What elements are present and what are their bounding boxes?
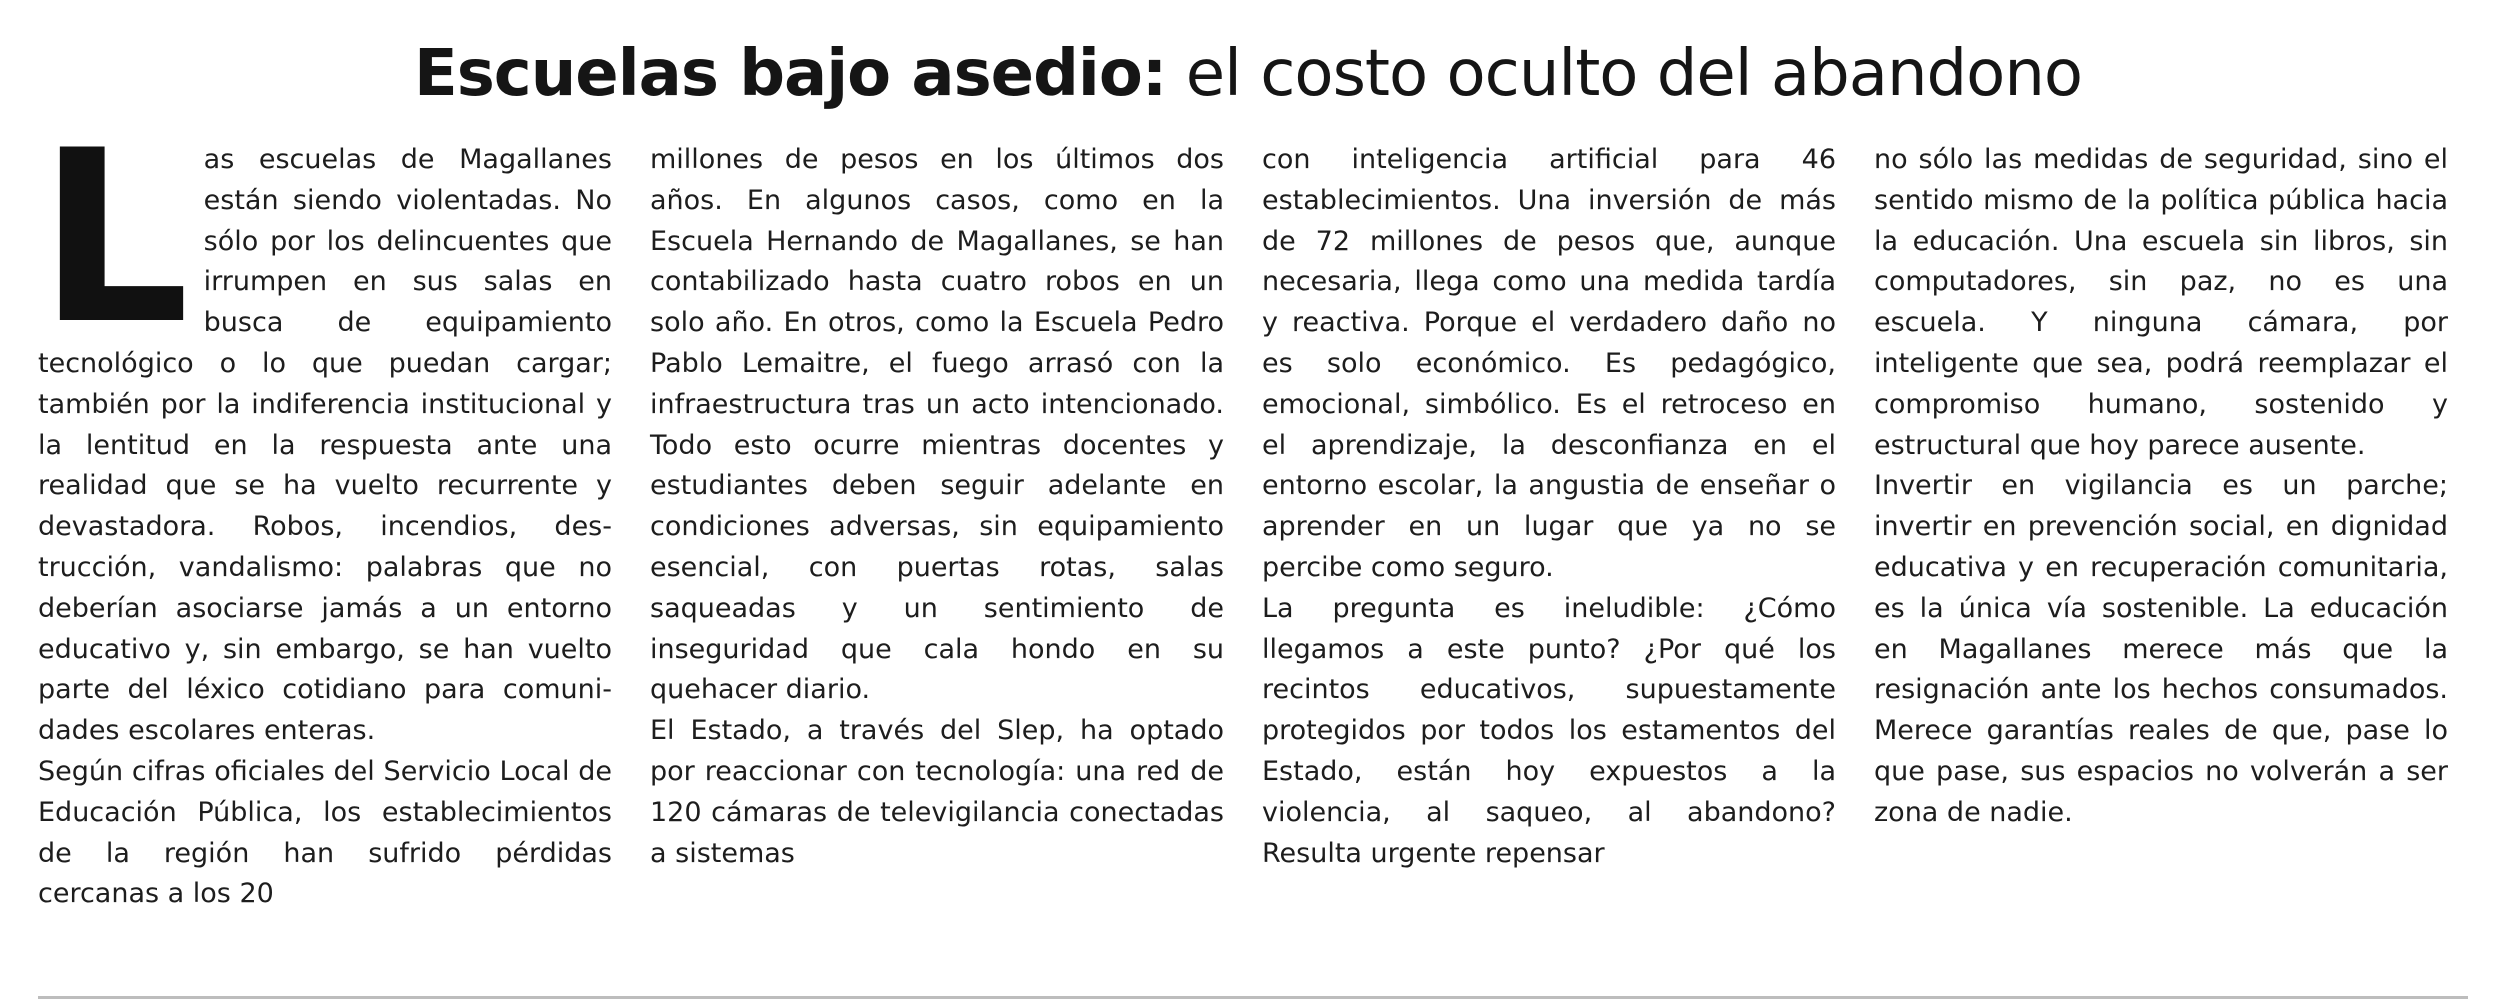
column-1-paragraph-2: Según cifras oficiales del Servicio Local de Educación Pública, los establecimientos de la región han sufrido pérdidas cercanas a los 20	[38, 755, 612, 910]
column-2-paragraph-2: El Estado, a través del Slep, ha optado por reaccionar con tecnología: una red de 120 cámaras de televigilancia conectadas a sistemas	[650, 715, 1224, 869]
column-2-paragraph-1: millones de pesos en los últimos dos años. En algunos casos, como en la Escuela Hernando de Magallanes, se han contabilizado hasta cuatro robos en un solo año. En otros, como la Escuela Pedro Pablo Lemaitre, el fuego arrasó con la infraestructura tras un acto intencionado. Todo esto ocurre mientras docentes y estudiantes deben seguir adelante en condiciones adversas, sin equipamiento esencial, con puertas rotas, salas saqueadas y un sentimiento de inseguridad que cala hondo en su quehacer diario.	[650, 144, 1224, 706]
column-1-paragraph-1: as escuelas de Magallanes están siendo violentadas. No sólo por los delincuentes que irrumpen en sus salas en busca de equipamiento tecnológico o lo que puedan cargar; también por la indiferencia institucional y la lentitud en la respuesta ante una realidad que se ha vuelto recurrente y devastadora. Robos, incendios, destrucción, vandalismo: palabras que no deberían asociarse jamás a un entorno educativo y, sin embargo, se han vuelto parte del léxico cotidiano para comunidades escolares enteras.	[38, 144, 612, 747]
headline-light-part: el costo oculto del abandono	[1185, 37, 2083, 111]
article-column-1	[38, 100, 612, 915]
column-4-paragraph-2: Invertir en vigilancia es un parche; invertir en prevención social, en dignidad educativa y en recuperación comunitaria, es la única vía sostenible. La educación en Magallanes merece más que la resignación ante los hechos consumados. Merece garantías reales de que, pase lo que pase, sus espacios no volverán a ser zona de nadie.	[1874, 470, 2448, 828]
column-3-paragraph-1: con inteligencia artificial para 46 establecimientos. Una inversión de más de 72 millones de pesos que, aunque necesaria, llega como una medida tardía y reactiva. Porque el verdadero daño no es solo económico. Es pedagógico, emocional, simbólico. Es el retroceso en el aprendizaje, la desconfianza en el entorno escolar, la angustia de enseñar o aprender en un lugar que ya no se percibe como seguro.	[1262, 144, 1836, 583]
drop-cap: L	[38, 100, 190, 377]
column-3-paragraph-2: La pregunta es ineludible: ¿Cómo llegamos a este punto? ¿Por qué los recintos educativos, supuestamente protegidos por todos los estamentos del Estado, están hoy expuestos a la violencia, al saqueo, al abandono? Resulta urgente repensar	[1262, 592, 1836, 869]
article-body	[38, 100, 2468, 1000]
article-column-3	[1262, 140, 1836, 874]
column-4-paragraph-1: no sólo las medidas de seguridad, sino el sentido mismo de la política pública hacia la educación. Una escuela sin libros, sin computadores, sin paz, no es una escuela. Y ninguna cámara, por inteligente que sea, podrá reemplazar el compromiso humano, sostenido y estructural que hoy parece ausente.	[1874, 144, 2448, 461]
article-column-2	[650, 140, 1224, 874]
article-column-4	[1874, 140, 2448, 834]
article-headline	[0, 34, 2496, 114]
headline-bold-part: Escuelas bajo asedio:	[413, 37, 1167, 111]
bottom-divider	[38, 996, 2468, 999]
